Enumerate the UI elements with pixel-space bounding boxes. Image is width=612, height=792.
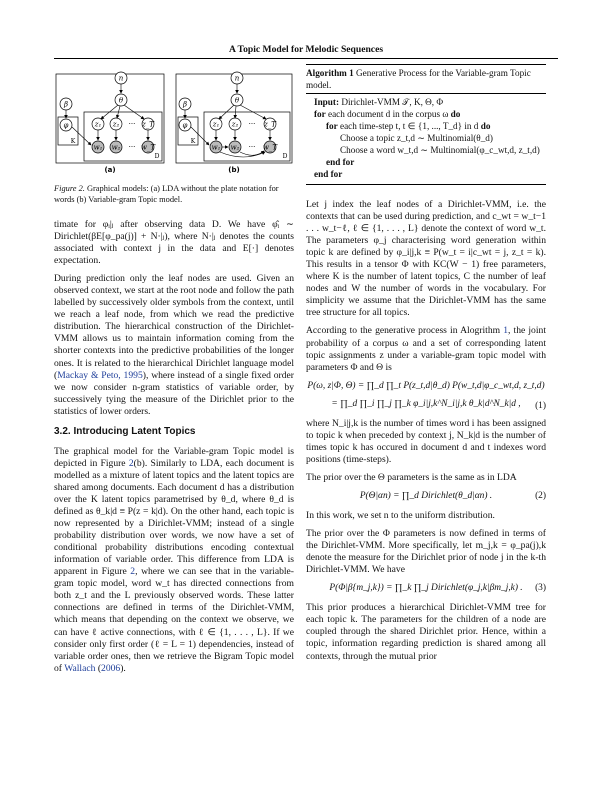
figure-ref-2[interactable]: 2 (128, 457, 134, 469)
paragraph-uniform: In this work, we set n to the uniform distribution. (306, 510, 495, 522)
equation-2-body: P(Θ|αn) = ∏_d Dirichlet(θ_d|αn) . (359, 490, 493, 501)
algorithm-ref-1[interactable]: 1 (503, 325, 509, 337)
equation-1-number: (1) (535, 400, 546, 411)
panel-a-label: (a) (104, 166, 116, 174)
node-n-a-label: n (118, 74, 124, 83)
plate-d-a-label: D (154, 153, 160, 160)
caption-text: Graphical models: (a) LDA without the plate notation for words (b) Variable-gram Topic model. (54, 184, 279, 204)
node-theta-b-label: θ (234, 96, 240, 105)
paragraph-hierarchical-prior: This prior produces a hierarchical Dirichlet-VMM tree for each topic k. The parameters for the children of a node are coupled through the shared Dirichlet prior. Hence, within a topic, information regarding prediction is shared among all contexts, through the mutual prior (306, 602, 546, 662)
figure-caption (54, 184, 294, 205)
algorithm-line-topic: Choose a topic z_t,d ∼ Multinomial(θ_d) (340, 133, 493, 143)
equation-1-line-2: = ∏_d ∏_i ∏_j ∏_k φ_i|j,k^N_i|j,k θ_k|d^N_k|d , (331, 398, 521, 409)
equation-2 (306, 490, 546, 502)
citation-mackay-peto[interactable]: Mackay & Peto, 1995 (57, 369, 143, 381)
figure-ref-2b[interactable]: 2 (130, 566, 136, 578)
node-wT-b-label: w_T (262, 143, 278, 152)
right-column (306, 64, 546, 669)
dots-z-a: ··· (128, 120, 136, 128)
equation-2-number: (2) (535, 490, 546, 501)
equation-3-body: P(Φ|β{m_j,k}) = ∏_k ∏_j Dirichlet(φ_j,k|βm_j,k) . (329, 583, 523, 594)
figure-graphical-models (54, 64, 294, 176)
dots-w-b: ··· (248, 143, 256, 151)
node-phi-a-label: φ (63, 121, 69, 130)
algorithm-title: Algorithm 1 Generative Process for the Variable-gram Topic model. (306, 67, 546, 94)
equation-1-line-1: P(ω, z|Φ, Θ) = ∏_d ∏_t P(z_t,d|θ_d) P(w_t,d|φ_c_wt,d, z_t,d) (307, 380, 545, 391)
node-beta-b-label: β (182, 100, 188, 109)
equation-3-number: (3) (535, 583, 546, 594)
algorithm-line-for-time: for each time-step t, t ∈ {1, ..., T_d} in d do (326, 121, 491, 131)
caption-label: Figure 2. (54, 184, 85, 193)
dots-w-a: ··· (128, 143, 136, 151)
node-beta-a-label: β (63, 100, 69, 109)
panel-b-label: (b) (228, 166, 240, 174)
node-z1-a-label: z₁ (94, 120, 102, 129)
citation-wallach[interactable]: Wallach (64, 662, 96, 674)
paragraph-estimate: timate for φᵢ|ⱼ after observing data D. We have φ̂ᵢ ∼ Dirichlet(βE[φ_pa(j)] + N·|ⱼ), where N·|ⱼ denotes the counts associated with context j in the data and E[·] denotes expectation. (54, 219, 294, 267)
algorithm-line-word: Choose a word w_t,d ∼ Multinomial(φ_c_wt,d, z_t,d) (340, 145, 540, 155)
equation-3 (306, 582, 546, 594)
node-w1-b-label: w₁ (211, 143, 221, 152)
equation-1 (306, 380, 546, 410)
node-phi-b-label: φ (182, 121, 188, 130)
citation-wallach-year[interactable]: 2006 (101, 662, 121, 674)
section-title: 3.2. Introducing Latent Topics (54, 425, 196, 437)
algorithm-line-end-outer: end for (314, 169, 343, 179)
paragraph-theta-prior: The prior over the Θ parameters is the same as in LDA (306, 471, 517, 483)
node-z2-a-label: z₂ (112, 120, 120, 129)
node-zT-a-label: z_T (142, 120, 154, 129)
paragraph-counts: where N_i|j,k is the number of times word i has been assigned to topic k when preceded by context j, N_k|d is the number of times topic k has occured in document d and t indexes word positions (time-steps). (306, 417, 546, 465)
graphical-model-diagram (54, 64, 294, 176)
running-header: A Topic Model for Melodic Sequences (228, 44, 384, 55)
plate-k-a-label: K (70, 138, 76, 145)
node-n-b-label: n (234, 74, 240, 83)
algorithm-line-end-inner: end for (326, 157, 355, 167)
algorithm-line-for-doc: for each document d in the corpus ω do (314, 109, 461, 119)
paragraph-latent-topics: The graphical model for the Variable-gram Topic model is depicted in Figure 2(b). Similarly to LDA, each document is modelled as a mixture of latent topics and the latent topics are shared among documents. Each document d has a distribution over the K latent topics parametrised by θ_d, where θ_d is defined as θ_k|d ≡ P(z = k|d). On the other hand, each topic is now represented by a Dirichlet-VMM; instead of a single probability distribution over words, we now have a set of conditional probability distributions encoding contextual information of variable order. This difference from LDA is apparent in Figure 2, where we can see that in the variable-gram topic model, word w_t has directed connections from both z_t and the L previously observed words. These latter connections are defined in terms of the Dirichlet-VMM, which means that depending on the context we observe, we can have ℓ active connections, with ℓ ∈ {1, . . . , L}. If we consider only first order (ℓ = L = 1) dependencies, instead of variable order ones, then we retrieve the Bigram Topic model of Wallach (2006). (54, 445, 295, 674)
dots-z-b: ··· (248, 120, 256, 128)
paragraph-phi-prior: The prior over the Φ parameters is now defined in terms of the Dirichlet-VMM. More specifically, let m_j,k = φ_pa(j),k denote the measure for the Dirichlet prior of node j in the k-th Dirichlet-VMM. We have (306, 528, 546, 576)
paragraph-leaf-nodes: Let j index the leaf nodes of a Dirichlet-VMM, i.e. the contexts that can be used during prediction, and c_wt = w_t−1 . . . w_t−ℓ, ℓ ∈ {1, . . . , L} denote the context of word w_t. The parameters φ_j characterising word generation within topic k are defined by φ_i|j,k ≡ P(w_t = i|c_wt = j, z_t = k). This results in a tensor Φ with KC(W − 1) free parameters, where K is the number of latent topics, C the number of leaf nodes and W the number of words in the vocabulary. For simplicity we assume that the Dirichlet-VMM has the same tree structure for all topics. (306, 199, 546, 319)
left-column (54, 64, 294, 681)
algorithm-line-input: Input: Dirichlet-VMM 𝒯, K, Θ, Φ (314, 97, 444, 107)
node-w1-a-label: w₁ (93, 143, 103, 152)
paragraph-prediction: During prediction only the leaf nodes are used. Given an observed context, we start at the root node and follow the path labelled by successively older symbols from the context, until we reach a leaf node, from which we read the predictive distribution. The hierarchical construction of the Dirichlet-VMM allows us to maintain information coming from the shorter contexts into the predictive probabilities of the longer ones. It is related to the hierarchical Dirichlet language model (Mackay & Peto, 1995), where instead of a single fixed order we now consider n-gram statistics of variable order, by successively tying the measure of the Dirichlet prior to the statistics of lower orders. (54, 273, 294, 417)
plate-d-b-label: D (282, 153, 288, 160)
plate-k-b-label: K (190, 138, 196, 145)
node-w2-b-label: w₂ (230, 143, 240, 152)
node-theta-a-label: θ (118, 96, 124, 105)
node-z1-b-label: z₁ (212, 120, 220, 129)
node-wT-a-label: w_T (140, 143, 156, 152)
header-rule (54, 58, 558, 59)
node-zT-b-label: z_T (264, 120, 276, 129)
node-z2-b-label: z₂ (231, 120, 239, 129)
algorithm-box (306, 64, 546, 185)
paragraph-generative: According to the generative process in Alogrithm 1, the joint probability of a corpus ω and a set of corresponding latent topic assignments z under a variable-gram topic model with parameters Φ and Θ is (306, 325, 546, 373)
node-w2-a-label: w₂ (111, 143, 121, 152)
